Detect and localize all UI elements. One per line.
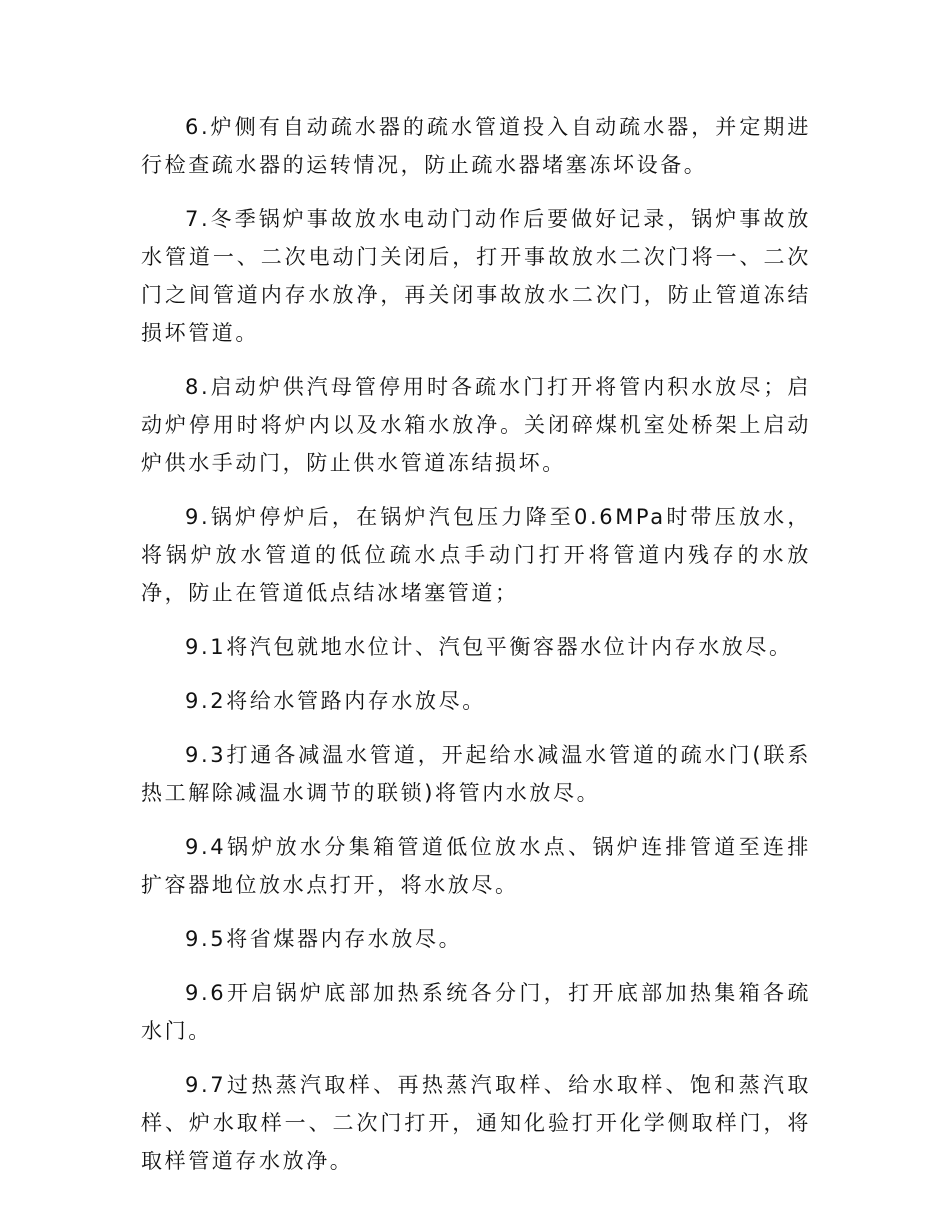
paragraph-9-7: 9.7过热蒸汽取样、再热蒸汽取样、给水取样、饱和蒸汽取样、炉水取样一、二次门打开，通知化验打开化学侧取样门，将取样管道存水放净。 <box>141 1073 811 1173</box>
paragraph-9-4: 9.4锅炉放水分集箱管道低位放水点、锅炉连排管道至连排扩容器地位放水点打开，将水放尽。 <box>141 835 811 897</box>
paragraph-7: 7.冬季锅炉事故放水电动门动作后要做好记录，锅炉事故放水管道一、二次电动门关闭后，打开事故放水二次门将一、二次门之间管道内存水放净，再关闭事故放水二次门，防止管道冻结损坏管道。 <box>141 207 811 345</box>
paragraph-9-6: 9.6开启锅炉底部加热系统各分门，打开底部加热集箱各疏水门。 <box>141 981 811 1043</box>
paragraph-9-5: 9.5将省煤器内存水放尽。 <box>185 927 463 951</box>
paragraph-9-1: 9.1将汽包就地水位计、汽包平衡容器水位计内存水放尽。 <box>185 635 793 659</box>
paragraph-9-3: 9.3打通各减温水管道，开起给水减温水管道的疏水门(联系热工解除减温水调节的联锁)将管内水放尽。 <box>141 743 811 805</box>
document-body <box>141 108 811 1196</box>
paragraph-6: 6.炉侧有自动疏水器的疏水管道投入自动疏水器，并定期进行检查疏水器的运转情况，防止疏水器堵塞冻坏设备。 <box>141 115 811 177</box>
paragraph-9-2: 9.2将给水管路内存水放尽。 <box>185 689 486 713</box>
paragraph-8: 8.启动炉供汽母管停用时各疏水门打开将管内积水放尽；启动炉停用时将炉内以及水箱水放净。关闭碎煤机室处桥架上启动炉供水手动门，防止供水管道冻结损坏。 <box>141 375 811 475</box>
paragraph-9: 9.锅炉停炉后，在锅炉汽包压力降至0.6MPa时带压放水，将锅炉放水管道的低位疏水点手动门打开将管道内残存的水放净，防止在管道低点结冰堵塞管道； <box>141 505 811 605</box>
